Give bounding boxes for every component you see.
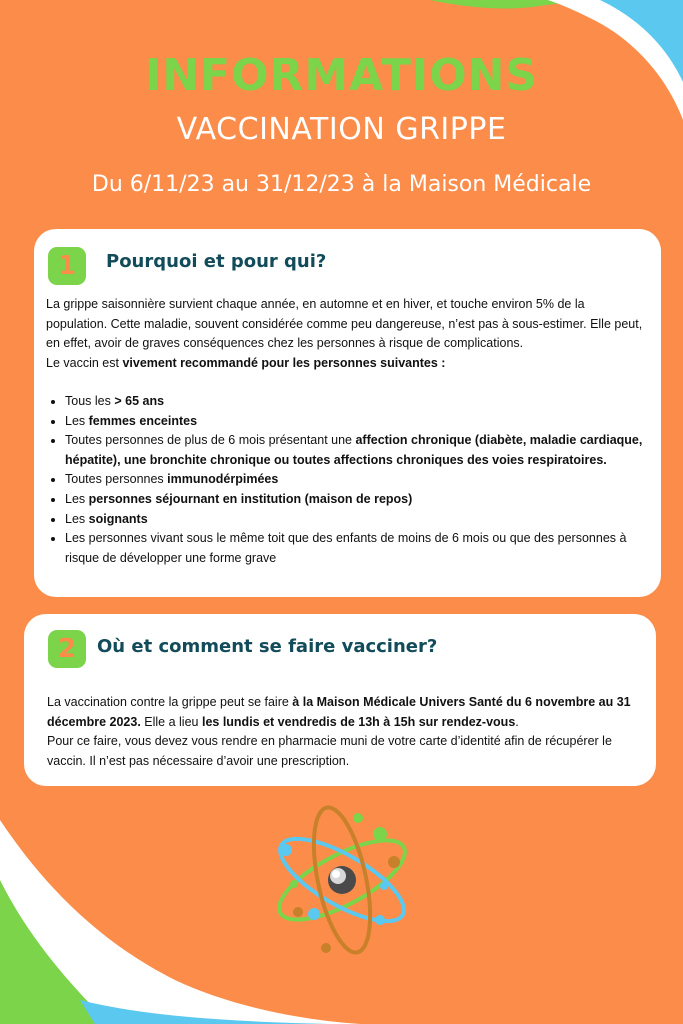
- page-title: INFORMATIONS: [144, 50, 539, 101]
- list-item-emphasis: affection chronique (diabète, maladie cardiaque, hépatite), une bronchite chronique ou toutes affections chroniques des voies respiratoires.: [65, 433, 643, 467]
- page-subtitle: VACCINATION GRIPPE: [176, 112, 507, 147]
- list-item-text: Tous les: [65, 394, 115, 408]
- list-item: [65, 470, 657, 490]
- vaccination-paragraph: [47, 693, 640, 732]
- schedule: les lundis et vendredis de 13h à 15h sur rendez-vous: [201, 714, 516, 729]
- list-item-emphasis: > 65 ans: [114, 394, 165, 408]
- section-body: [46, 295, 646, 373]
- section-card-why: [34, 229, 661, 597]
- section-body: [47, 693, 640, 771]
- list-item-text: Les: [65, 491, 89, 506]
- target-groups-list: [45, 392, 657, 568]
- list-item: [65, 529, 657, 568]
- atom-icon: [268, 800, 416, 958]
- section-heading: Pourquoi et pour qui?: [106, 251, 327, 272]
- pharmacy-paragraph: Pour ce faire, vous devez vous rendre en pharmacie muni de votre carte d’identité afin de récupérer le vaccin. Il n’est pas nécessaire d’avoir une prescription.: [47, 734, 612, 768]
- list-item-emphasis: personnes séjournant en institution (maison de repos): [88, 491, 413, 506]
- intro-paragraph: La grippe saisonnière survient chaque année, en automne et en hiver, et touche environ 5% de la population. Cette maladie, souvent considérée comme peu dangereuse, n’est pas à sous-estimer. Elle peut, en effet, avoir de graves conséquences chez les personnes à risque de complications.: [46, 297, 643, 351]
- list-item-emphasis: immunodérpimées: [167, 472, 279, 487]
- recommendation-line: [46, 354, 646, 374]
- section-number-badge: 1: [48, 247, 86, 285]
- text-run: La vaccination contre la grippe peut se faire: [47, 695, 293, 709]
- recommendation-emphasis: vivement recommandé pour les personnes suivantes :: [122, 355, 446, 370]
- list-item-emphasis: soignants: [88, 511, 148, 526]
- list-item: [65, 392, 657, 412]
- text-run: .: [515, 714, 519, 729]
- list-item-text: Toutes personnes de plus de 6 mois présentant une: [65, 433, 356, 448]
- section-card-where: [24, 614, 656, 786]
- list-item-emphasis: femmes enceintes: [88, 413, 198, 428]
- list-item: [65, 431, 657, 470]
- section-heading: Où et comment se faire vacciner?: [97, 636, 438, 657]
- list-item-text: Les: [65, 413, 89, 428]
- list-item-text: Les: [65, 511, 89, 526]
- list-item-text: Toutes personnes: [65, 472, 168, 487]
- text-run: Elle a lieu: [140, 714, 202, 729]
- list-item: [65, 412, 657, 432]
- list-item: [65, 490, 657, 510]
- recommendation-text: Le vaccin est: [46, 355, 123, 370]
- location-dates: à la Maison Médicale Univers Santé du 6 novembre au 31 décembre 2023.: [47, 695, 631, 729]
- section-number-badge: 2: [48, 630, 86, 668]
- list-item: [65, 510, 657, 530]
- date-range: Du 6/11/23 au 31/12/23 à la Maison Médicale: [91, 172, 592, 197]
- list-item-text: Les personnes vivant sous le même toit que des enfants de moins de 6 mois ou que des personnes à risque de développer une forme grave: [65, 531, 627, 565]
